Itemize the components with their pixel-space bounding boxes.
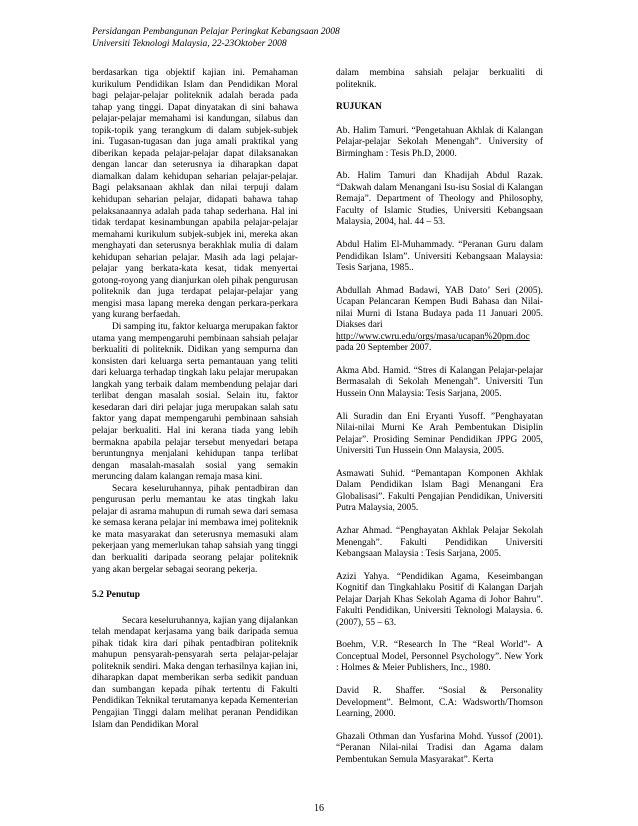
body-paragraph: Di samping itu, faktor keluarga merupakan faktor utama yang mempengaruhi pembinaan sahsiah pelajar berkualiti di politeknik. Didikan yang sempurna dan konsisten dari keluarga serta pemantauan yang teliti dari keluarga terhadap tingkah laku pelajar merupakan langkah yang terbaik dalam membendung pelajar dari terlibat dengan masalah sosial. Selain itu, faktor kesedaran dari diri pelajar juga merupakan salah satu faktor yang dapat mempengaruhi pembinaan sahsiah pelajar berkualiti. Hal ini kerana tiada yang lebih bermakna apabila pelajar tersebut menyedari betapa beruntungnya menjalani kehidupan tanpa terlibat dengan masalah-masalah sosial yang semakin meruncing dalam kalangan remaja masa kini. bbox=[92, 322, 298, 483]
reference-entry: Abdullah Ahmad Badawi, YAB Dato’ Seri (2005). Ucapan Pelancaran Kempen Budi Bahasa dan Nilai-nilai Murni di Istana Budaya pada 11 Januari 2005. Diakses dari bbox=[336, 285, 543, 331]
body-paragraph: Secara keseluruhannya, kajian yang dijalankan telah mendapat kerjasama yang baik daripada semua pihak tidak kira dari pihak pentadbiran politeknik mahupun pensyarah-pensyarah serta pelajar-pelajar politeknik sendiri. Maka dengan terhasilnya kajian ini, diharapkan dapat memberikan serba sedikit panduan dan sumbangan kepada pihak tertentu di Fakulti Pendidikan Teknikal terutamanya kepada Kementerian Pengajian Tinggi dalam melihat peranan Pendidikan Islam dan Pendidikan Moral bbox=[92, 615, 298, 730]
reference-entry: Ab. Halim Tamuri. “Pengetahuan Akhlak di Kalangan Pelajar-pelajar Sekolah Menengah”. University of Birmingham : Tesis Ph.D, 2000. bbox=[336, 125, 543, 159]
body-paragraph: dalam membina sahsiah pelajar berkualiti di politeknik. bbox=[336, 68, 543, 90]
reference-entry: Ghazali Othman dan Yusfarina Mohd. Yussof (2001). “Peranan Nilai-nilai Tradisi dan Agama dalam Pembentukan Semula Masyarakat”. Kerta bbox=[336, 731, 543, 765]
reference-entry: Abdul Halim El-Muhammady. “Peranan Guru dalam Pendidikan Islam”. Universiti Kebangsaan Malaysia: Tesis Sarjana, 1985.. bbox=[336, 240, 543, 274]
reference-access-date: pada 20 September 2007. bbox=[336, 343, 432, 354]
header-conference: Persidangan Pembangunan Pelajar Peringkat Kebangsaan 2008 bbox=[92, 27, 340, 37]
reference-entry: Boehm, V.R. “Research In The “Real World”- A Conceptual Model, Personnel Psychology”. New York : Holmes & Meier Publishers, Inc., 1980. bbox=[336, 640, 543, 674]
reference-entry: Azizi Yahya. “Pendidikan Agama, Keseimbangan Kognitif dan Tingkahlaku Positif di Kalangan Darjah Pelajar Darjah Khas Sekolah Agama di Johor Bahru”. Fakulti Pendidikan, Universiti Teknologi Malaysia. 6. (2007), 55 – 63. bbox=[336, 571, 543, 628]
left-column bbox=[92, 68, 298, 731]
reference-entry: Azhar Ahmad. “Penghayatan Akhlak Pelajar Sekolah Menengah”. Fakulti Pendidikan Universiti Kebangsaan Malaysia : Tesis Sarjana, 2005. bbox=[336, 525, 543, 560]
reference-entry: Ali Suradin dan Eni Eryanti Yusoff. ”Penghayatan Nilai-nilai Murni Ke Arah Pembentukan Disiplin Pelajar”. Prosiding Seminar Pendidikan JPPG 2005, Universiti Tun Hussein Onn Malaysia, 2005. bbox=[336, 411, 543, 457]
reference-entry-link-line bbox=[336, 332, 543, 355]
section-heading: 5.2 Penutup bbox=[92, 590, 140, 601]
body-paragraph: Secara keseluruhannya, pihak pentadbiran dan pengurusan perlu memantau ke atas tingkah laku pelajar di asrama mahupun di rumah sewa dari semasa ke semasa kerana pelajar ini membawa imej politeknik ke mata masyarakat dan seterusnya memasuki alam pekerjaan yang memerlukan tahap sahsiah yang tinggi dan berkualiti daripada seorang pelajar politeknik yang akan bergelar sebagai seorang pekerja. bbox=[92, 483, 298, 575]
header-venue: Universiti Teknologi Malaysia, 22-23Oktober 2008 bbox=[92, 39, 287, 49]
reference-entry: Ab. Halim Tamuri dan Khadijah Abdul Razak. “Dakwah dalam Menangani Isu-isu Sosial di Kalangan Remaja”. Department of Theology and Philosophy, Faculty of Islamic Studies, Universiti Kebangsaan Malaysia, 2004, hal. 44 – 53. bbox=[336, 171, 543, 228]
references-heading: RUJUKAN bbox=[336, 102, 382, 113]
body-paragraph: berdasarkan tiga objektif kajian ini. Pemahaman kurikulum Pendidikan Islam dan Pendidikan Moral bagi pelajar-pelajar politeknik adalah berada pada tahap yang tinggi. Dapat dinyatakan di sini bahawa pelajar-pelajar memahami isi kandungan, silabus dan topik-topik yang terangkum di dalam subjek-subjek ini. Tugasan-tugasan dan juga amali praktikal yang diberikan kepada pelajar-pelajar dapat dilaksanakan dengan lancar dan seterusnya ia diharapkan dapat diamalkan dalam kehidupan seharian pelajar-pelajar. Bagi pelaksanaan akhlak dan nilai terpuji dalam kehidupan seharian pelajar, didapati bahawa tahap pelaksanaannya adalah pada tahap sederhana. Hal ini tidak terdapat kesinambungan apabila pelajar-pelajar memahami kurikulum subjek-subjek ini, mereka akan menghayati dan seterusnya berakhlak mulia di dalam kehidupan seharian pelajar. Masih ada lagi pelajar-pelajar yang berkata-kata kesat, tidak menyertai gotong-royong yang dianjurkan oleh pihak pengurusan politeknik dan juga terdapat pelajar-pelajar yang mengisi masa lapang mereka dengan perkara-perkara yang kurang berfaedah. bbox=[92, 68, 298, 321]
reference-entry: David R. Shaffer. “Sosial & Personality Development”. Belmont, C.A: Wadsworth/Thomson Learning, 2000. bbox=[336, 685, 543, 720]
running-header bbox=[92, 26, 562, 50]
reference-entry: Akma Abd. Hamid. “Stres di Kalangan Pelajar-pelajar Bermasalah di Sekolah Menengah”. Universiti Tun Hussein Onn Malaysia: Tesis Sarjana, 2005. bbox=[336, 365, 543, 400]
reference-url-link[interactable]: http://www.cwru.edu/orgs/masa/ucapan%20pm.doc bbox=[336, 331, 530, 342]
reference-entry: Asmawati Suhid. “Pemantapan Komponen Akhlak Dalam Pendidikan Islam Bagi Menangani Era Globalisasi”. Fakulti Pengajian Pendidikan, Universiti Putra Malaysia, 2005. bbox=[336, 468, 543, 514]
right-column bbox=[336, 68, 543, 777]
page-number: 16 bbox=[314, 803, 324, 814]
